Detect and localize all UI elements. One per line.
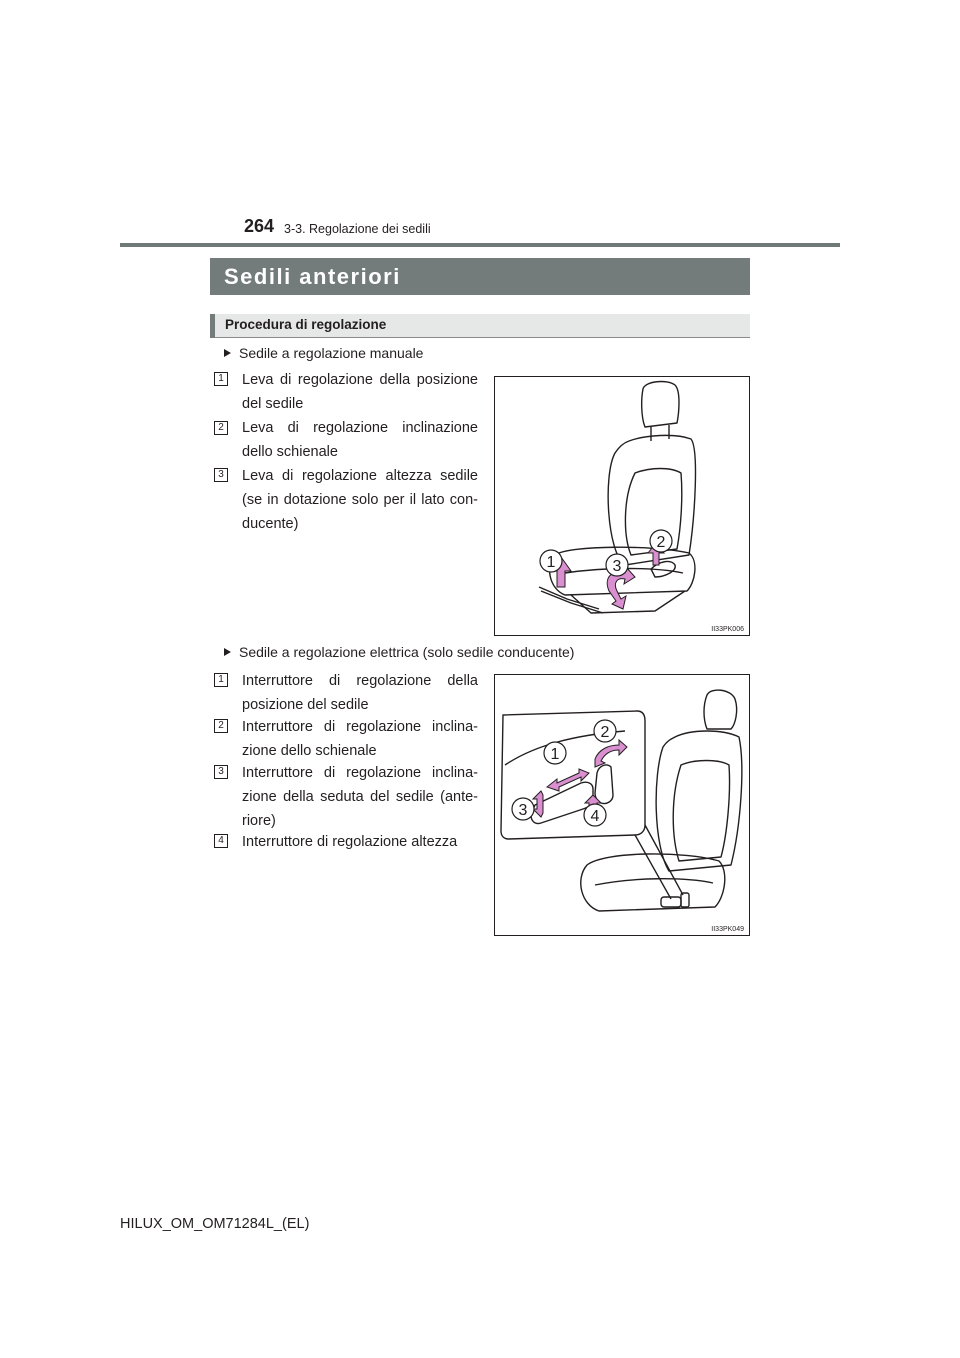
manual-callout-3: 3 [612,558,622,575]
manual-item-text: Leva di regolazione altezza sedile (se in dotazione solo per il lato con-ducente) [242,468,478,532]
manual-callout-2: 2 [656,534,666,551]
power-item-number: 4 [214,834,228,848]
manual-item-text: Leva di regolazione della posizione del sedile [242,372,478,412]
triangle-bullet-icon [224,349,231,357]
figure-code: II33PK049 [711,926,744,933]
manual-callout-1: 1 [546,554,556,571]
power-heading [224,644,574,660]
subsection-title: Procedura di regolazione [225,317,387,332]
manual-item-number: 2 [214,421,228,435]
power-item-text: Interruttore di regolazione inclina-zione dello schienale [242,719,478,759]
header-rule [120,243,840,247]
power-callout-4: 4 [590,808,600,825]
power-seat-illustration [495,675,749,935]
manual-heading [224,345,423,361]
running-head: 3-3. Regolazione dei sedili [284,222,431,236]
subsection-header [210,314,750,338]
figure-code: II33PK006 [711,626,744,633]
manual-seat-illustration [495,377,749,635]
page-number: 264 [244,216,275,236]
power-item-text: Interruttore di regolazione altezza [242,834,458,850]
power-callout-3: 3 [518,802,528,819]
subsection-bar [210,314,215,338]
manual-heading-text: Sedile a regolazione manuale [239,345,424,361]
power-seat-figure [494,674,750,936]
triangle-bullet-icon [224,648,231,656]
manual-item-number: 1 [214,372,228,386]
power-callout-1: 1 [550,746,560,763]
power-item-number: 1 [214,673,228,687]
power-heading-text: Sedile a regolazione elettrica (solo sedile conducente) [239,644,575,660]
manual-item-number: 3 [214,468,228,482]
power-item-number: 2 [214,719,228,733]
power-callout-2: 2 [600,724,610,741]
section-title: Sedili anteriori [210,258,750,295]
manual-seat-figure [494,376,750,636]
power-item-number: 3 [214,765,228,779]
manual-item-text: Leva di regolazione inclinazione dello schienale [242,420,478,460]
power-item-text: Interruttore di regolazione inclina-zione della seduta del sedile (ante-riore) [242,765,478,829]
footer-doc-id: HILUX_OM_OM71284L_(EL) [120,1216,310,1232]
power-item-text: Interruttore di regolazione della posizione del sedile [242,673,478,713]
